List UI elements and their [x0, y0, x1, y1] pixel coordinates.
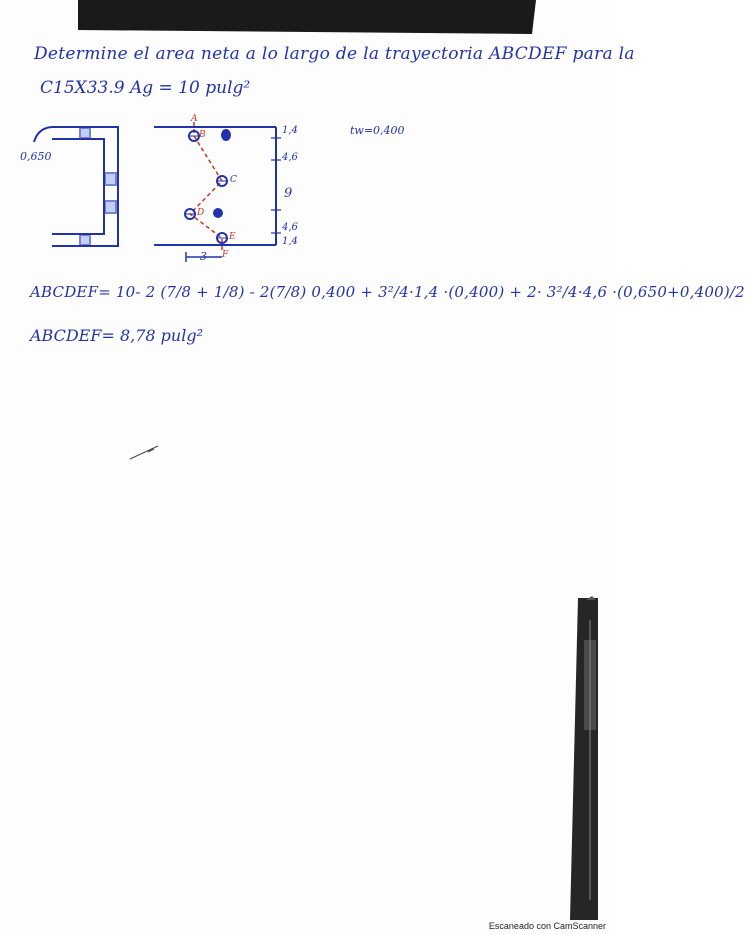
- dim-label-upper: 4,6: [282, 152, 298, 163]
- point-label-f: F: [222, 250, 229, 260]
- dim-label-bottom: 1,4: [282, 236, 298, 247]
- web-thickness-label: tw=0,400: [350, 124, 405, 137]
- stray-mark: [130, 446, 158, 459]
- dim-label-middle: 9: [284, 186, 293, 201]
- filled-holes: [213, 129, 231, 218]
- point-label-b: B: [199, 130, 206, 140]
- net-area-formula: ABCDEF= 10- 2 (7/8 + 1/8) - 2(7/8) 0,400 + 3²/4·1,4 ·(0,400) + 2· 3²/4·4,6 ·(0,650+0,400)/2: [30, 283, 745, 301]
- flange-thickness-label: 0,650: [20, 150, 52, 163]
- point-label-a: A: [191, 114, 198, 124]
- point-label-e: E: [229, 232, 236, 242]
- top-binding-strip: [78, 0, 536, 34]
- gage-label: 3: [200, 250, 207, 263]
- channel-section: [34, 127, 118, 246]
- pencil-image: [570, 596, 598, 920]
- dim-label-top: 1,4: [282, 125, 298, 136]
- net-area-result: ABCDEF= 8,78 pulg²: [30, 326, 203, 345]
- problem-statement-line2: C15X33.9 Ag = 10 pulg²: [40, 78, 251, 98]
- problem-statement-line1: Determine el area neta a lo largo de la trayectoria ABCDEF para la: [34, 44, 635, 64]
- scanner-watermark: Escaneado con CamScanner: [488, 921, 606, 931]
- dim-label-lower: 4,6: [282, 222, 298, 233]
- fracture-path-diagram: [154, 122, 281, 252]
- point-label-c: C: [230, 175, 237, 185]
- point-label-d: D: [197, 208, 205, 218]
